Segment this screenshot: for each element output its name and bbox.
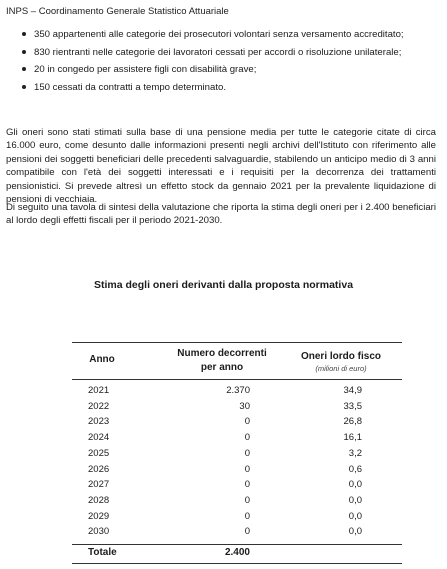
cell-numero: 0 xyxy=(244,463,250,475)
cell-oneri: 33,5 xyxy=(343,400,362,412)
cell-numero: 0 xyxy=(244,432,250,444)
table-row xyxy=(72,511,402,525)
cell-anno: 2028 xyxy=(88,494,110,506)
table-row xyxy=(72,464,402,478)
cell-oneri: 16,1 xyxy=(343,432,362,444)
table-top-rule xyxy=(72,342,402,343)
bullet-item: 350 appartenenti alle categorie dei prosecutori volontari senza versamento accreditato; xyxy=(22,28,432,42)
cell-oneri: 0,0 xyxy=(348,494,362,506)
header-numero-line2: per anno xyxy=(200,362,244,373)
cell-anno: 2026 xyxy=(88,463,110,475)
paragraph-methodology: Gli oneri sono stati stimati sulla base di una pensione media per tutte le categorie citate di circa 16.000 euro, come desunto dalle informazioni presenti negli archivi dell'Istituto con riferimento alle pensioni dei soggetti beneficiari delle precedenti salvaguardie, stabilendo un anticipo medio di 3 anni compatibile con l'età dei soggetti interessati e i requisiti per la decorrenza dei trattamenti pensionistici. Si prevede altresì un effetto stock da gennaio 2021 per la prevalente liquidazione di pensioni di vecchiaia. xyxy=(6,127,436,206)
cell-anno: 2025 xyxy=(88,447,110,459)
cell-anno: 2030 xyxy=(88,526,110,538)
header-oneri-unit: (milioni di euro) xyxy=(315,364,367,373)
cell-numero: 0 xyxy=(244,416,250,428)
bullet-item: 150 cessati da contratti a tempo determinato. xyxy=(22,81,432,95)
header-numero-line1: Numero decorrenti xyxy=(177,348,267,359)
total-rule xyxy=(72,544,402,545)
table-row xyxy=(72,479,402,493)
cell-oneri: 34,9 xyxy=(343,385,362,396)
cell-oneri: 0,0 xyxy=(348,526,362,538)
cell-numero: 2.370 xyxy=(226,385,250,396)
table-row xyxy=(72,401,402,415)
bullet-item: 830 rientranti nelle categorie dei lavoratori cessati per accordi o risoluzione unilaterale; xyxy=(22,46,432,60)
cell-numero: 0 xyxy=(244,494,250,506)
cell-anno: 2022 xyxy=(88,400,110,412)
table-row xyxy=(72,385,402,399)
cell-numero: 0 xyxy=(244,510,250,522)
table-row xyxy=(72,432,402,446)
paragraph-summary: Di seguito una tavola di sintesi della valutazione che riporta la stima degli oneri per i 2.400 beneficiari al lordo degli effetti fiscali per il periodo 2021-2030. xyxy=(6,202,436,227)
total-numero: 2.400 xyxy=(224,547,250,558)
cell-oneri: 0,0 xyxy=(348,510,362,522)
cell-numero: 0 xyxy=(244,479,250,491)
table-row xyxy=(72,448,402,462)
cell-numero: 0 xyxy=(244,526,250,538)
bullet-item: 20 in congedo per assistere figli con disabilità grave; xyxy=(22,63,432,77)
header-anno: Anno xyxy=(89,354,115,365)
table-row xyxy=(72,495,402,509)
total-label: Totale xyxy=(88,547,117,558)
cell-anno: 2029 xyxy=(88,510,110,522)
table-title: Stima degli oneri derivanti dalla proposta normativa xyxy=(93,279,354,291)
cell-oneri: 26,8 xyxy=(343,416,362,428)
page-header: INPS – Coordinamento Generale Statistico Attuariale xyxy=(6,6,229,17)
header-rule xyxy=(72,379,402,380)
cell-anno: 2023 xyxy=(88,416,110,428)
cell-oneri: 0,0 xyxy=(348,479,362,491)
bullet-list xyxy=(22,28,432,98)
cell-anno: 2024 xyxy=(88,432,110,444)
estimate-table xyxy=(72,300,402,565)
table-row xyxy=(72,416,402,430)
cell-oneri: 3,2 xyxy=(348,447,362,459)
header-oneri: Oneri lordo fisco xyxy=(300,351,381,362)
cell-numero: 0 xyxy=(244,447,250,459)
cell-anno: 2021 xyxy=(88,385,110,396)
cell-anno: 2027 xyxy=(88,479,110,491)
total-row xyxy=(72,547,402,561)
table-row xyxy=(72,526,402,540)
cell-numero: 30 xyxy=(239,400,250,412)
table-bottom-rule xyxy=(72,563,402,564)
cell-oneri: 0,6 xyxy=(348,463,362,475)
